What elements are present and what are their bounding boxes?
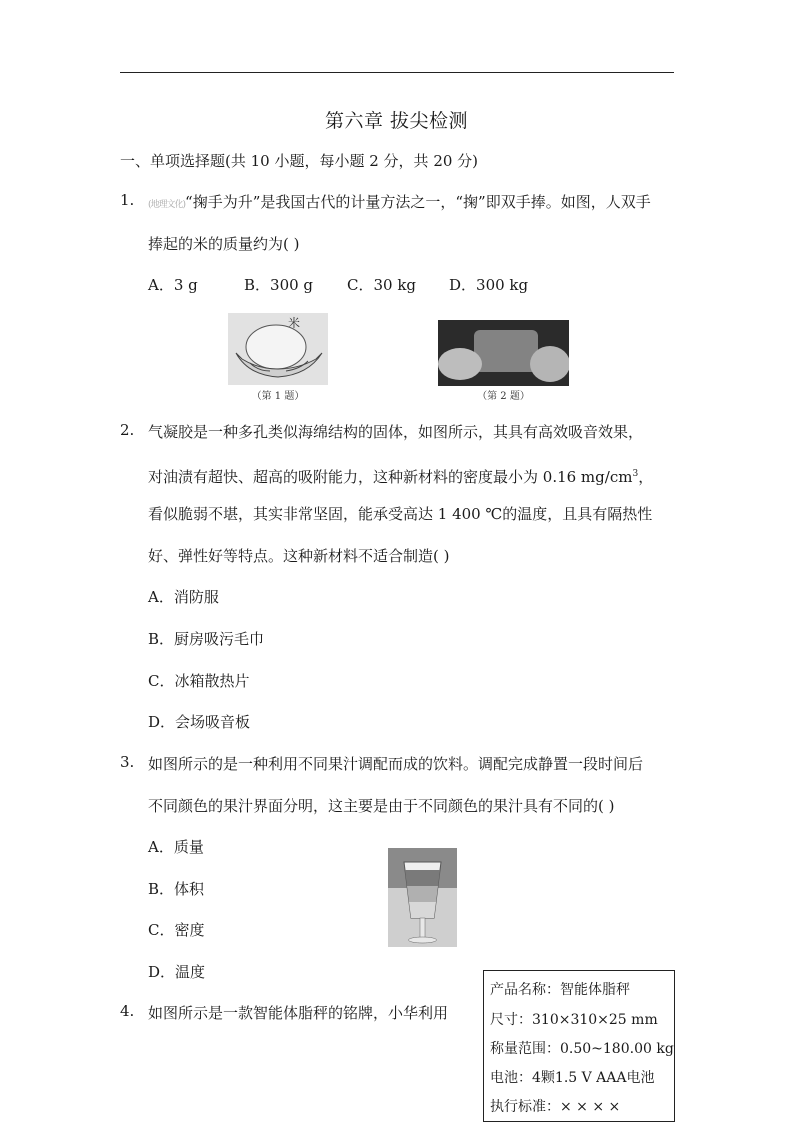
nameplate-range: 称量范围：0.50~180.00 kg	[490, 1041, 674, 1057]
nameplate-size: 尺寸：310×310×25 mm	[490, 1012, 658, 1028]
nameplate-battery: 电池：4颗1.5 V AAA电池	[490, 1070, 655, 1086]
q1-figure-hands-rice	[228, 313, 328, 385]
q4-number: 4.	[120, 1002, 135, 1020]
q3-number: 3.	[120, 753, 135, 771]
q4-nameplate	[483, 970, 675, 1122]
q1-figure-caption: （第 1 题）	[251, 391, 305, 402]
q1-figure-rice-char: 米	[288, 316, 301, 330]
header-rule	[120, 72, 674, 73]
q2-text-line3: 看似脆弱不堪，其实非常坚固，能承受高达 1 400 ℃的温度，且具有隔热性	[148, 505, 653, 523]
q3-text-line1: 如图所示的是一种利用不同果汁调配而成的饮料。调配完成静置一段时间后	[148, 755, 644, 773]
q2-text-line1: 气凝胶是一种多孔类似海绵结构的固体，如图所示，其具有高效吸音效果，	[148, 423, 644, 441]
nameplate-standard: 执行标准：× × × ×	[490, 1099, 621, 1115]
q3-option-b: B．体积	[148, 880, 205, 898]
q1-text-line2: 捧起的米的质量约为( )	[148, 235, 300, 253]
q3-option-c: C．密度	[148, 921, 205, 939]
q1-option-a: A．3 g	[148, 276, 198, 294]
page-title: 第六章 拔尖检测	[324, 110, 469, 132]
q3-option-a: A．质量	[148, 838, 204, 856]
q1-text-line1	[148, 191, 651, 216]
q1-option-b: B．300 g	[244, 276, 314, 294]
q2-figure-caption: （第 2 题）	[477, 391, 530, 402]
section-heading: 一、单项选择题(共 10 小题，每小题 2 分，共 20 分)	[120, 152, 479, 170]
q2-text-line2: 对油渍有超快、超高的吸附能力，这种新材料的密度最小为 0.16 $mg/cm^3$，	[148, 468, 654, 486]
q2-option-b: B．厨房吸污毛巾	[148, 630, 265, 648]
q2-option-c: C．冰箱散热片	[148, 672, 250, 690]
nameplate-product-name: 产品名称：智能体脂秤	[490, 982, 630, 998]
q1-number: 1.	[120, 191, 135, 209]
q3-option-d: D．温度	[148, 963, 206, 981]
q3-text-line2: 不同颜色的果汁界面分明，这主要是由于不同颜色的果汁具有不同的( )	[148, 797, 615, 815]
q2-option-a: A．消防服	[148, 588, 219, 606]
q2-number: 2.	[120, 421, 135, 439]
q1-text: “掬手为升”是我国古代的计量方法之一，“掬”即双手捧。如图，人双手	[185, 193, 651, 211]
q1-tag: (地理文化)	[148, 200, 186, 210]
q4-text-line1: 如图所示是一款智能体脂秤的铭牌，小华利用	[148, 1004, 449, 1022]
q2-option-d: D．会场吸音板	[148, 713, 251, 731]
q1-option-c: C．30 kg	[347, 276, 417, 294]
q1-option-d: D．300 kg	[449, 276, 529, 294]
q3-figure-juice-glass	[388, 848, 457, 947]
q2-figure-aerogel	[438, 320, 569, 386]
q2-text-line4: 好、弹性好等特点。这种新材料不适合制造( )	[148, 547, 450, 565]
